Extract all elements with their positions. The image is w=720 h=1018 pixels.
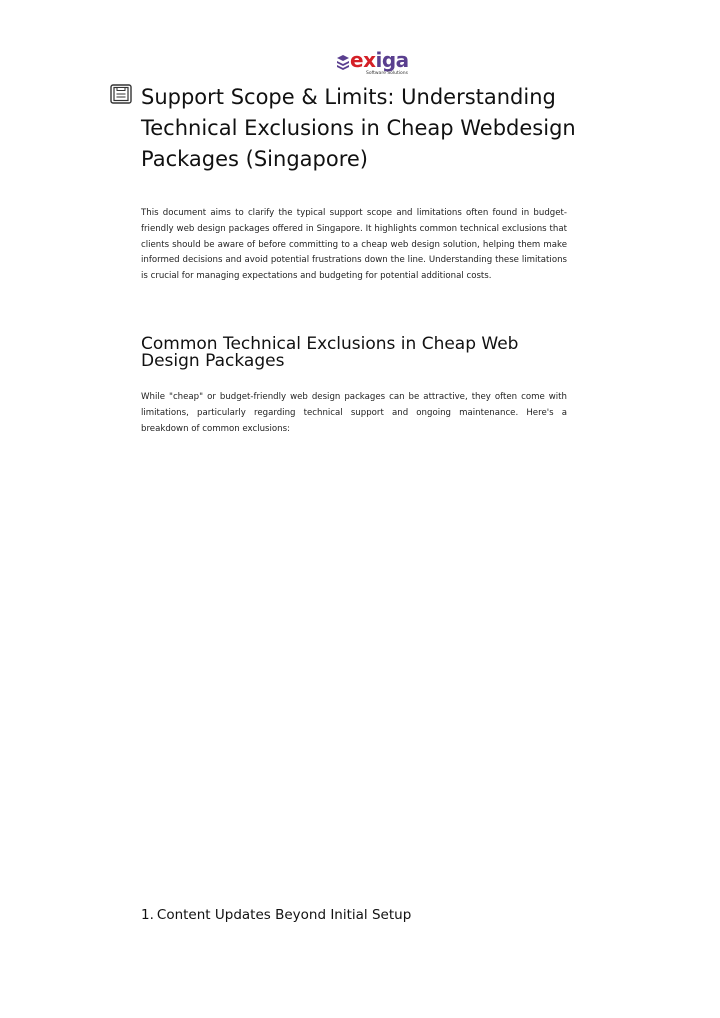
company-logo: [336, 48, 416, 78]
intro-paragraph: This document aims to clarify the typical support scope and limitations often found in budget-friendly web design packages offered in Singapore. It highlights common technical exclusions that clients should be aware of before committing to a cheap web design solution, helping them make informed decisions and avoid potential frustrations down the line. Understanding these limitations is crucial for managing expectations and budgeting for potential additional costs.: [141, 208, 567, 282]
list-item-heading: [141, 906, 411, 924]
logo-tagline: Software Solutions: [366, 71, 408, 76]
section-heading: Common Technical Exclusions in Cheap Web Design Packages: [141, 334, 519, 371]
logo-wordmark: exiga: [350, 48, 409, 72]
page-title: Support Scope & Limits: Understanding Technical Exclusions in Cheap Webdesign Packages (Singapore): [141, 85, 576, 171]
list-item-number: 1.: [141, 907, 154, 923]
stacked-layers-icon: [336, 54, 350, 72]
section-paragraph: While "cheap" or budget-friendly web design packages can be attractive, they often come with limitations, particularly regarding technical support and ongoing maintenance. Here's a breakdown of common exclusions:: [141, 392, 567, 434]
list-item-text: Content Updates Beyond Initial Setup: [156, 907, 412, 923]
document-icon: [110, 84, 132, 104]
